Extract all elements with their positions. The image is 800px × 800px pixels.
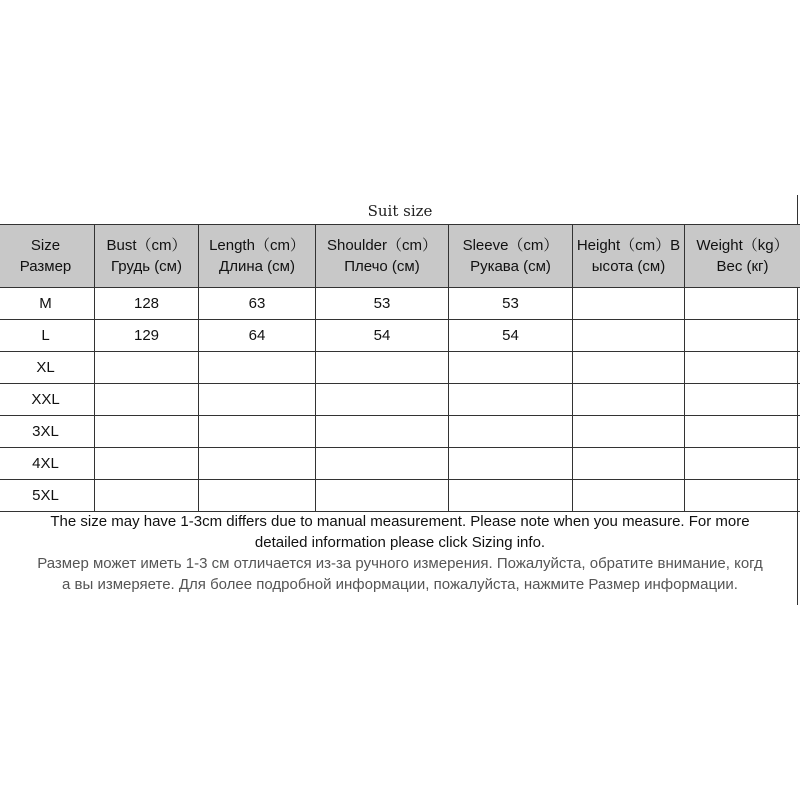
sleeve-cell [449,480,573,512]
header-sleeve: Sleeve（cm） Рукава (см) [449,225,573,288]
bust-cell [95,416,199,448]
weight-cell [685,288,800,320]
sleeve-cell [449,384,573,416]
length-cell: 64 [199,320,316,352]
table-row [0,384,800,416]
size-cell: 4XL [0,448,95,480]
sleeve-cell: 54 [449,320,573,352]
note-en-line-2: detailed information please click Sizing info. [254,534,546,551]
bust-cell: 128 [95,288,199,320]
bust-cell [95,384,199,416]
table-row [0,320,800,352]
bust-cell [95,480,199,512]
note-ru-line-2: а вы измеряете. Для более подробной информации, пожалуйста, нажмите Размер информации. [62,576,738,593]
weight-cell [685,320,800,352]
shoulder-cell [316,416,449,448]
sleeve-cell: 53 [449,288,573,320]
header-bust: Bust（cm） Грудь (см) [95,225,199,288]
table-row [0,288,800,320]
shoulder-cell [316,480,449,512]
table-row [0,416,800,448]
height-cell [573,320,685,352]
size-cell: XL [0,352,95,384]
bust-cell: 129 [95,320,199,352]
size-cell: 5XL [0,480,95,512]
shoulder-cell [316,448,449,480]
height-cell [573,480,685,512]
note-en-line-1: The size may have 1-3cm differs due to manual measurement. Please note when you measure. For more [50,513,750,530]
length-cell [199,480,316,512]
height-cell [573,288,685,320]
table-row [0,352,800,384]
size-cell: XXL [0,384,95,416]
size-cell: 3XL [0,416,95,448]
bust-cell [95,448,199,480]
shoulder-cell: 54 [316,320,449,352]
bust-cell [95,352,199,384]
weight-cell [685,352,800,384]
weight-cell [685,384,800,416]
header-shoulder: Shoulder（cm） Плечо (см) [316,225,449,288]
table-title: Suit size [367,202,433,220]
length-cell: 63 [199,288,316,320]
height-cell [573,416,685,448]
sleeve-cell [449,352,573,384]
header-size: Size Размер [0,225,95,288]
size-cell: L [0,320,95,352]
height-cell [573,448,685,480]
table-row [0,480,800,512]
length-cell [199,384,316,416]
length-cell [199,416,316,448]
length-cell [199,352,316,384]
header-height: Height（cm）В ысота (см) [573,225,685,288]
sleeve-cell [449,448,573,480]
size-cell: M [0,288,95,320]
height-cell [573,384,685,416]
shoulder-cell [316,384,449,416]
table-row [0,448,800,480]
header-row [0,225,800,288]
size-chart-table [0,224,800,512]
header-weight: Weight（kg） Вес (кг) [685,225,800,288]
weight-cell [685,416,800,448]
shoulder-cell [316,352,449,384]
note-ru-line-1: Размер может иметь 1-3 см отличается из-за ручного измерения. Пожалуйста, обратите внимание, когд [37,555,763,572]
length-cell [199,448,316,480]
shoulder-cell: 53 [316,288,449,320]
measurement-note [0,511,800,595]
weight-cell [685,480,800,512]
height-cell [573,352,685,384]
weight-cell [685,448,800,480]
header-length: Length（cm） Длина (см) [199,225,316,288]
sleeve-cell [449,416,573,448]
